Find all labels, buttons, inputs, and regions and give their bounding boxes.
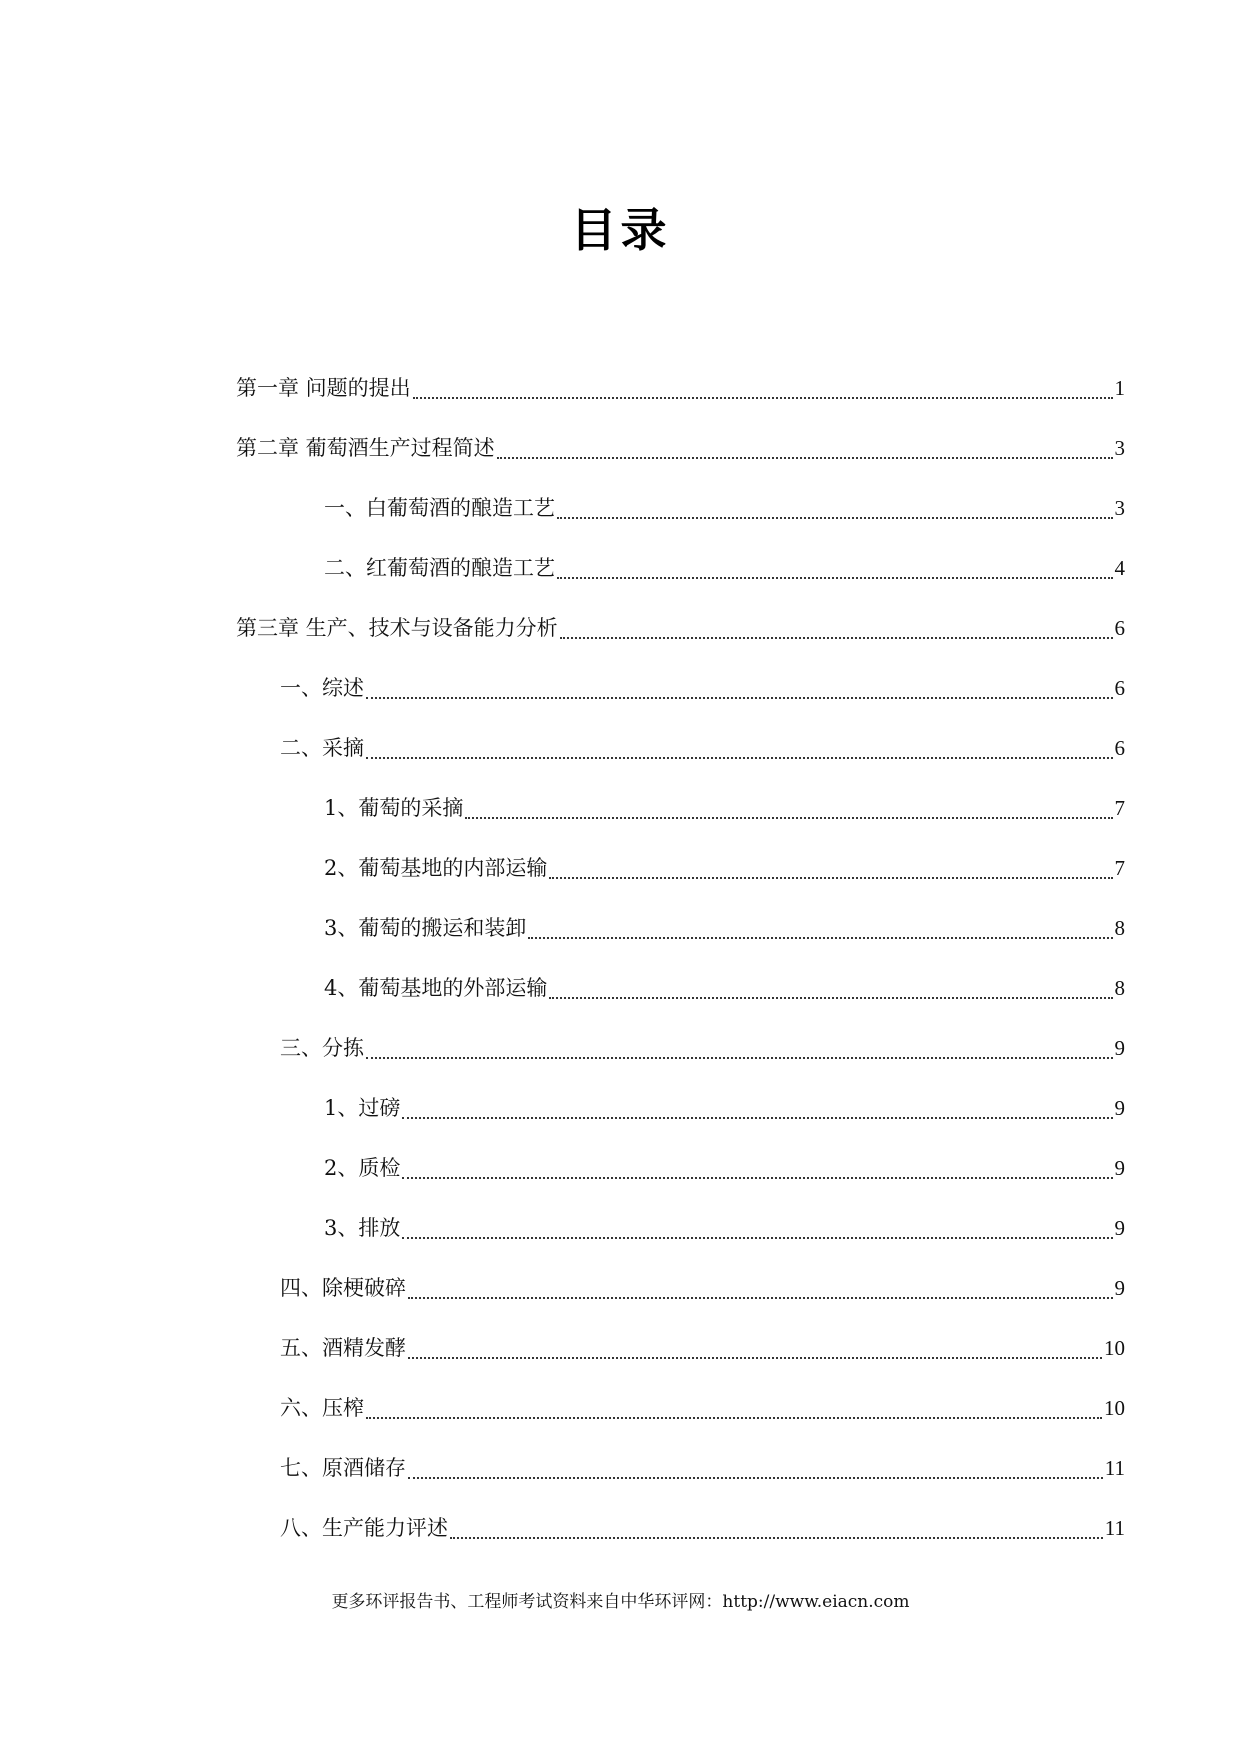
toc-entry-page: 6 [1114, 676, 1125, 700]
toc-entry[interactable] [280, 1033, 1125, 1063]
toc-entry-label: 3、排放 [324, 1216, 401, 1240]
toc-dot-leader [402, 1215, 1112, 1239]
toc-entry-label: 3、葡萄的搬运和装卸 [324, 916, 527, 940]
toc-entry-label: 第三章 生产、技术与设备能力分析 [236, 616, 558, 640]
toc-entry-page: 3 [1114, 436, 1125, 460]
toc-entry-page: 9 [1114, 1216, 1125, 1240]
footer-note: 更多环评报告书、工程师考试资料来自中华环评网：http://www.eiacn.com [331, 1592, 910, 1612]
toc-entry-label: 第一章 问题的提出 [236, 376, 411, 400]
toc-entry-page: 6 [1114, 616, 1125, 640]
toc-entry[interactable] [236, 613, 1125, 643]
toc-entry[interactable] [324, 493, 1125, 523]
toc-entry[interactable] [280, 1333, 1125, 1363]
toc-entry-label: 六、压榨 [280, 1396, 364, 1420]
toc-entry-page: 6 [1114, 736, 1125, 760]
toc-entry-label: 一、综述 [280, 676, 364, 700]
toc-entry[interactable] [324, 793, 1125, 823]
toc-entry-label: 八、生产能力评述 [280, 1516, 448, 1540]
toc-entry[interactable] [280, 1273, 1125, 1303]
toc-entry-label: 2、质检 [324, 1156, 401, 1180]
toc-entry-label: 第二章 葡萄酒生产过程简述 [236, 436, 495, 460]
toc-entry[interactable] [280, 1393, 1125, 1423]
toc-entry-page: 9 [1114, 1036, 1125, 1060]
toc-dot-leader [408, 1275, 1113, 1299]
toc-entry[interactable] [280, 733, 1125, 763]
toc-entry[interactable] [324, 1093, 1125, 1123]
toc-entry-page: 9 [1114, 1276, 1125, 1300]
toc-entry-page: 11 [1104, 1516, 1125, 1540]
toc-entry[interactable] [236, 373, 1125, 403]
toc-entry[interactable] [324, 553, 1125, 583]
toc-entry[interactable] [324, 1153, 1125, 1183]
toc-entry-label: 一、白葡萄酒的酿造工艺 [324, 496, 555, 520]
toc-dot-leader [366, 675, 1113, 699]
toc-entry-label: 四、除梗破碎 [280, 1276, 406, 1300]
toc-entry-label: 二、采摘 [280, 736, 364, 760]
toc-dot-leader [413, 375, 1113, 399]
toc-dot-leader [408, 1335, 1102, 1359]
toc-dot-leader [560, 615, 1113, 639]
toc-entry-page: 8 [1114, 916, 1125, 940]
toc-entry-page: 7 [1114, 856, 1125, 880]
toc-entry[interactable] [324, 913, 1125, 943]
toc-entry[interactable] [324, 973, 1125, 1003]
toc-entry[interactable] [324, 853, 1125, 883]
toc-dot-leader [402, 1095, 1112, 1119]
toc-entry-label: 二、红葡萄酒的酿造工艺 [324, 556, 555, 580]
toc-entry-page: 8 [1114, 976, 1125, 1000]
toc-entry-page: 4 [1114, 556, 1125, 580]
toc-dot-leader [465, 795, 1112, 819]
toc-dot-leader [408, 1455, 1103, 1479]
toc-dot-leader [549, 855, 1112, 879]
toc-entry-label: 1、葡萄的采摘 [324, 796, 464, 820]
toc-dot-leader [549, 975, 1112, 999]
page-title: 目录 [570, 203, 671, 257]
toc-entry-label: 4、葡萄基地的外部运输 [324, 976, 548, 1000]
toc-entry-page: 11 [1104, 1456, 1125, 1480]
toc-entry-page: 3 [1114, 496, 1125, 520]
toc-dot-leader [557, 495, 1113, 519]
toc-entry[interactable] [324, 1213, 1125, 1243]
toc-entry-page: 1 [1114, 376, 1125, 400]
toc-dot-leader [557, 555, 1113, 579]
toc-entry-page: 7 [1114, 796, 1125, 820]
toc-dot-leader [366, 735, 1113, 759]
toc-entry-label: 三、分拣 [280, 1036, 364, 1060]
toc-entry[interactable] [280, 1513, 1125, 1543]
toc-dot-leader [366, 1395, 1102, 1419]
toc-entry-page: 9 [1114, 1156, 1125, 1180]
toc-dot-leader [450, 1515, 1103, 1539]
toc-dot-leader [528, 915, 1112, 939]
toc-entry-label: 五、酒精发酵 [280, 1336, 406, 1360]
toc-dot-leader [497, 435, 1113, 459]
toc-entry-label: 1、过磅 [324, 1096, 401, 1120]
toc-entry-page: 10 [1104, 1336, 1125, 1360]
toc-dot-leader [366, 1035, 1113, 1059]
toc-entry-label: 2、葡萄基地的内部运输 [324, 856, 548, 880]
toc-entry-label: 七、原酒储存 [280, 1456, 406, 1480]
toc-entry[interactable] [280, 1453, 1125, 1483]
toc-entry[interactable] [236, 433, 1125, 463]
toc-entry-page: 9 [1114, 1096, 1125, 1120]
toc-entry-page: 10 [1104, 1396, 1125, 1420]
toc-entry[interactable] [280, 673, 1125, 703]
toc-dot-leader [402, 1155, 1112, 1179]
